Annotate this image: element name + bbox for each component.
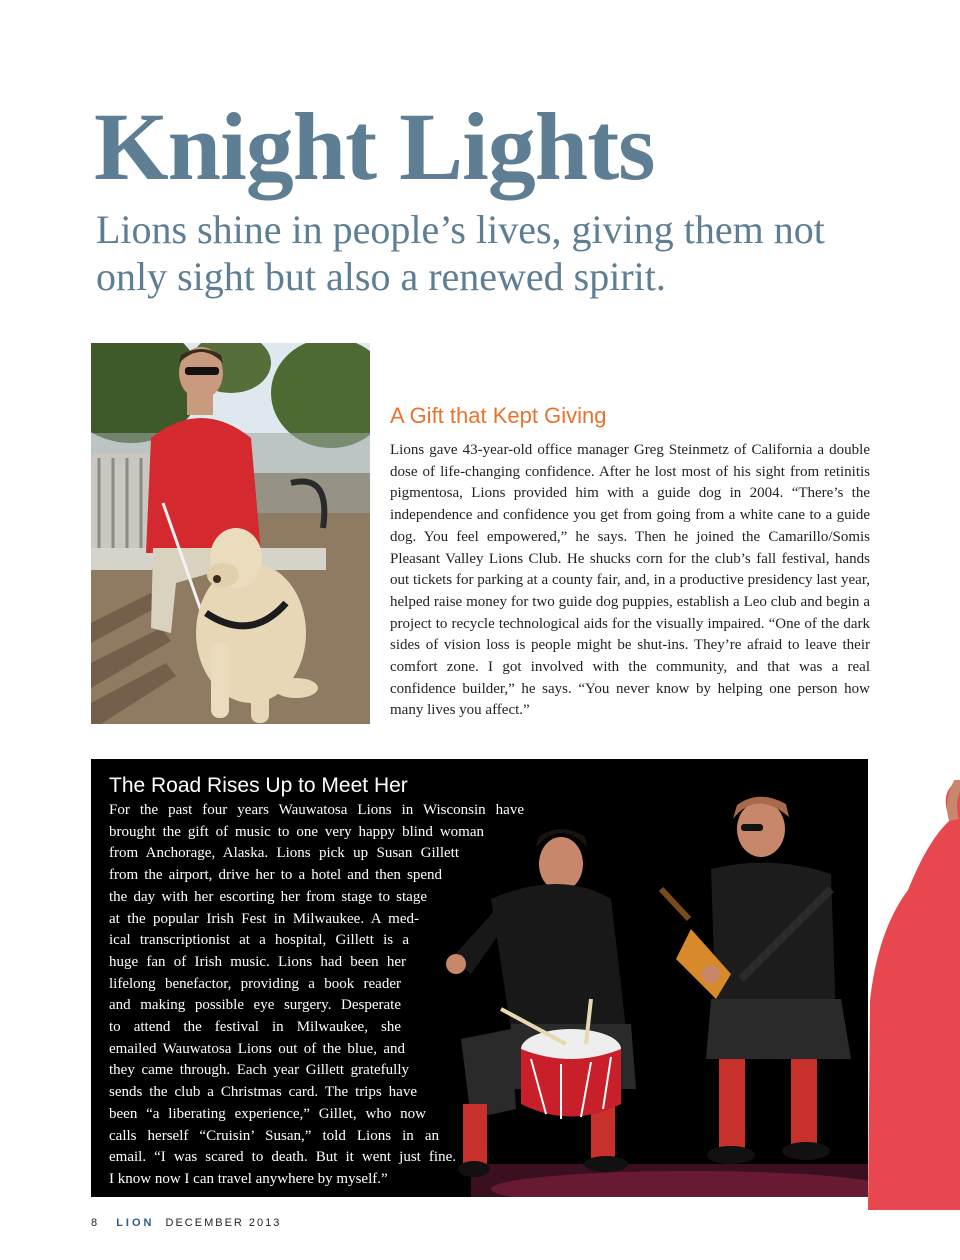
story2-line: been “a liberating experience,” Gillet, who now [109,1105,426,1122]
story2-line: sends the club a Christmas card. The trips have [109,1084,417,1101]
article-title: Knight Lights [94,93,655,200]
magazine-name: LION [116,1217,155,1229]
story2-line: from the airport, drive her to a hotel and then spend [109,867,442,884]
story2-line: from Anchorage, Alaska. Lions pick up Susan Gillett [109,845,459,862]
story2-line: to attend the festival in Milwaukee, she [109,1019,401,1036]
red-figure-cutout [868,780,960,1260]
story2-line: For the past four years Wauwatosa Lions in Wisconsin have [109,802,524,818]
story2-line: emailed Wauwatosa Lions out of the blue, and [109,1040,405,1057]
story2-line: and making possible eye surgery. Desperate [109,997,401,1014]
story1-body: Lions gave 43-year-old office manager Greg Steinmetz of California a double dose of life-changing confidence. After he lost most of his sight from retinitis pigmentosa, Lions provided him with a guide dog in 2004. “There’s the independence and confidence you get from going from a white cane to a guide dog. You feel empowered,” he says. Then he joined the Camarillo/Somis Pleasant Valley Lions Club. He shucks corn for the club’s fall festival, hands out tickets for parking at a county fair, and, in a productive presidency last year, helped raise money for two guide dog puppies, establish a Leo club and begin a project to recycle technological aids for the visually impaired. “One of the dark sides of vision loss is people might be shut-ins. They’re afraid to leave their comfort zone. I got involved with the community, and that was a real confidence builder,” he says. “You never know by helping one person how many lives you affect.” [390,442,870,719]
story2-line: I know now I can travel anywhere by myself.” [109,1170,388,1187]
story2-heading: The Road Rises Up to Meet Her [109,774,408,797]
page-footer [91,1217,281,1229]
story2-panel [91,759,868,1197]
story2-line: at the popular Irish Fest in Milwaukee. A med- [109,910,419,927]
story2-body [109,800,524,1191]
story1-heading: A Gift that Kept Giving [390,403,607,428]
issue-date: DECEMBER 2013 [165,1217,282,1229]
story2-line: brought the gift of music to one very happy blind woman [109,823,484,840]
photo-man-with-guide-dog [91,343,370,724]
page-number: 8 [91,1217,98,1229]
story2-line: huge fan of Irish music. Lions had been her [109,953,406,970]
story2-line: ical transcriptionist at a hospital, Gillett is a [109,932,409,949]
story2-line: calls herself “Cruisin’ Susan,” told Lions in an [109,1127,439,1144]
story2-line: they came through. Each year Gillett gratefully [109,1062,409,1079]
story2-line: the day with her escorting her from stage to stage [109,888,427,905]
story2-line: email. “I was scared to death. But it went just fine. [109,1149,456,1166]
story2-line: lifelong benefactor, providing a book reader [109,975,401,992]
article-subtitle: Lions shine in people’s lives, giving them not only sight but also a renewed spirit. [96,207,825,299]
